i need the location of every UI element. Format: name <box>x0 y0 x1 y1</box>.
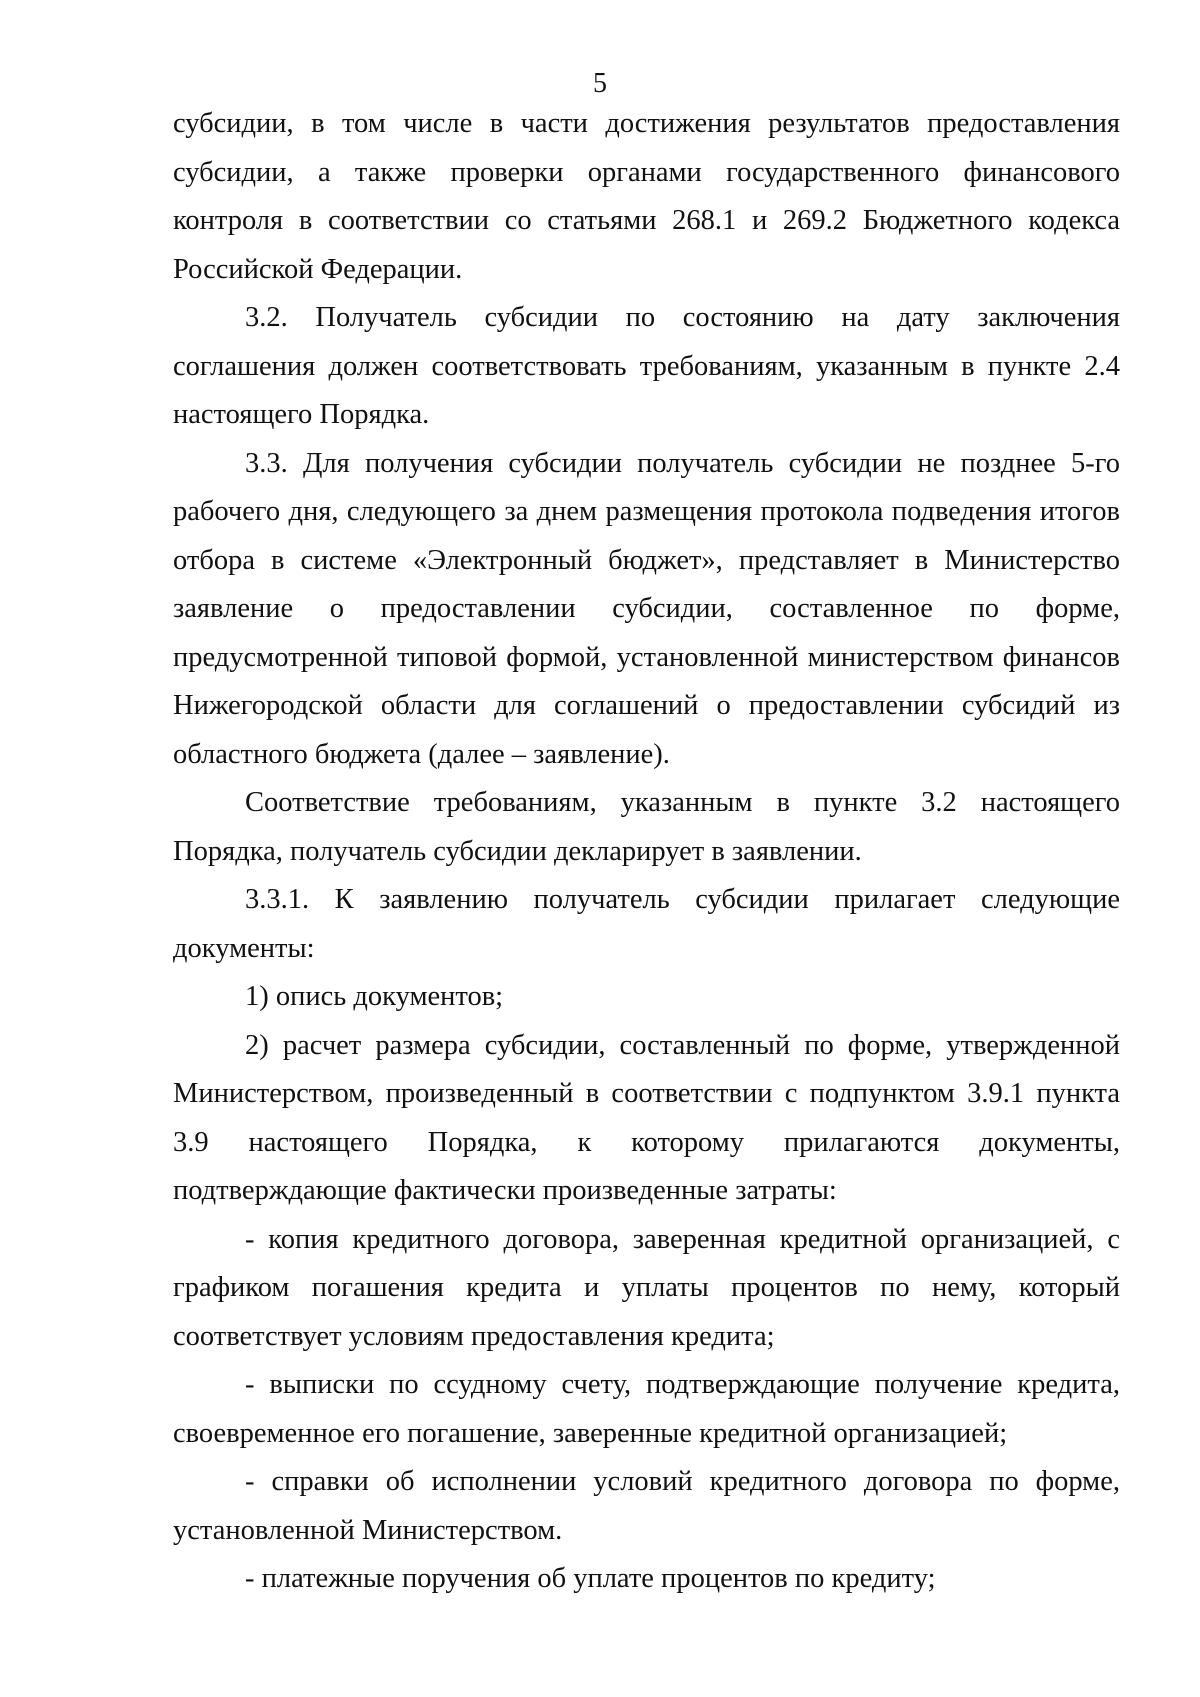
paragraph-continuation: субсидии, в том числе в части достижения результатов предоставления субсидии, а также проверки органами государственного финансового контроля в соответствии со статьями 268.1 и 269.2 Бюджетного кодекса Российской Федерации. <box>173 108 1120 285</box>
bullet-item-payment-orders: - платежные поручения об уплате процентов по кредиту; <box>245 1563 936 1594</box>
bullet-item-certificates: - справки об исполнении условий кредитного договора по форме, установленной Министерством. <box>173 1466 1120 1546</box>
list-item-1: 1) опись документов; <box>245 981 504 1012</box>
paragraph-3-3: 3.3. Для получения субсидии получатель субсидии не позднее 5-го рабочего дня, следующего за днем размещения протокола подведения итогов отбора в системе «Электронный бюджет», представляет в Министерство заявление о предоставлении субсидии, составленное по форме, предусмотренной типовой формой, установленной министерством финансов Нижегородской области для соглашений о предоставлении субсидий из областного бюджета (далее – заявление). <box>173 447 1120 770</box>
paragraph-declaration: Соответствие требованиям, указанным в пункте 3.2 настоящего Порядка, получатель субсидии декларирует в заявлении. <box>173 787 1120 867</box>
page-number: 5 <box>593 68 607 99</box>
bullet-item-credit-contract: - копия кредитного договора, заверенная кредитной организацией, с графиком погашения кредита и уплаты процентов по нему, который соответствует условиям предоставления кредита; <box>173 1223 1120 1352</box>
list-item-2: 2) расчет размера субсидии, составленный по форме, утвержденной Министерством, произведенный в соответствии с подпунктом 3.9.1 пункта 3.9 настоящего Порядка, к которому прилагаются документы, подтверждающие фактически произведенные затраты: <box>173 1029 1120 1206</box>
paragraph-3-3-1: 3.3.1. К заявлению получатель субсидии прилагает следующие документы: <box>173 884 1120 964</box>
paragraph-3-2: 3.2. Получатель субсидии по состоянию на дату заключения соглашения должен соответствовать требованиям, указанным в пункте 2.4 настоящего Порядка. <box>173 302 1120 430</box>
bullet-item-loan-statements: - выписки по ссудному счету, подтверждающие получение кредита, своевременное его погашение, заверенные кредитной организацией; <box>173 1369 1120 1449</box>
document-body <box>173 100 1120 1604</box>
